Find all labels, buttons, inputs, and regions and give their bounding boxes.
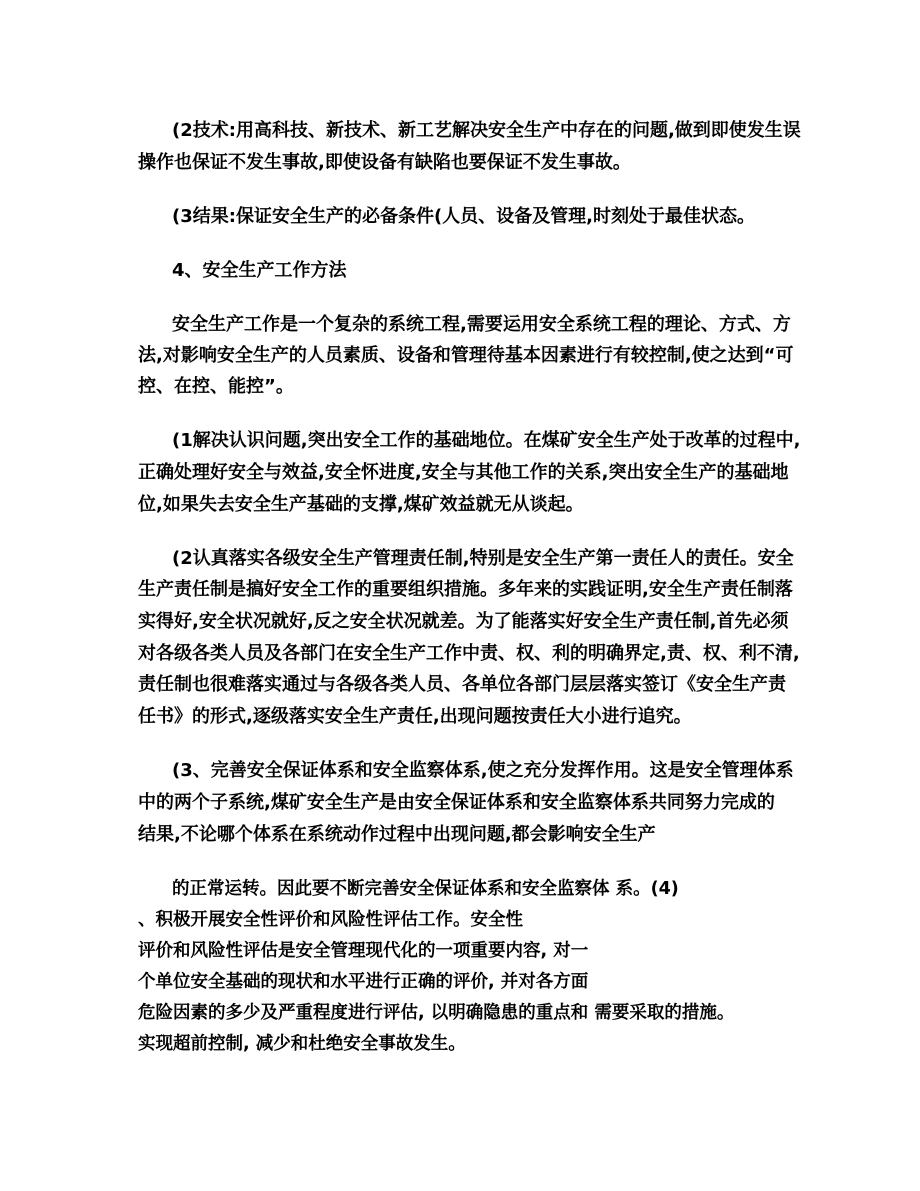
text-line: 评价和风险性评估是安全管理现代化的一项重要内容, 对一: [138, 941, 589, 961]
text-line: 任书》的形式,逐级落实安全生产责任,出现问题按责任大小进行追究。: [138, 706, 692, 727]
text-line: (3、完善安全保证体系和安全监察体系,使之充分发挥作用。这是安全管理体系: [172, 760, 794, 781]
text-line: 控、在控、能控”。: [138, 376, 294, 397]
text-line: 安全生产工作是一个复杂的系统工程,需要运用安全系统工程的理论、方式、方: [172, 314, 791, 335]
text-line: 中的两个子系统,煤矿安全生产是由安全保证体系和安全监察体系共同努力完成的: [138, 792, 775, 813]
text-line: 正确处理好安全与效益,安全怀进度,安全与其他工作的关系,突出安全生产的基础地: [138, 462, 789, 483]
text-line: 法,对影响安全生产的人员素质、设备和管理待基本因素进行有较控制,使之达到“可: [138, 345, 794, 366]
text-line: 操作也保证不发生事故,即使设备有缺陷也要保证不发生事故。: [138, 152, 631, 173]
text-line: 个单位安全基础的现状和水平进行正确的评价, 并对各方面: [138, 972, 589, 992]
text-line: 的正常运转。因此要不断完善安全保证体系和安全监察体 系。(4): [172, 879, 679, 899]
text-line: (3结果:保证安全生产的必备条件(人员、设备及管理,时刻处于最佳状态。: [172, 206, 756, 227]
text-line: 、积极开展安全性评价和风险性评估工作。安全性: [138, 910, 523, 930]
text-line: 实现超前控制, 减少和杜绝安全事故发生。: [138, 1034, 466, 1054]
text-line: 位,如果失去安全生产基础的支撑,煤矿效益就无从谈起。: [138, 494, 584, 515]
text-line: (1解决认识问题,突出安全工作的基础地位。在煤矿安全生产处于改革的过程中,: [172, 430, 801, 451]
text-line: 危险因素的多少及严重程度进行评估, 以明确隐患的重点和 需要采取的措施。: [138, 1003, 735, 1023]
text-line: (2认真落实各级安全生产管理责任制,特别是安全生产第一责任人的责任。安全: [172, 548, 794, 569]
text-line: 对各级各类人员及各部门在安全生产工作中责、权、利的明确界定,责、权、利不清,: [138, 643, 800, 664]
text-line: 结果,不论哪个体系在系统动作过程中出现问题,都会影响安全生产: [138, 824, 656, 845]
text-line: (2技术:用高科技、新技术、新工艺解决安全生产中存在的问题,做到即使发生误: [172, 120, 801, 141]
text-line: 实得好,安全状况就好,反之安全状况就差。为了能落实好安全生产责任制,首先必须: [138, 611, 789, 632]
text-line: 责任制也很难落实通过与各级各类人员、各单位各部门层层落实签订《安全生产责: [138, 674, 786, 695]
section-heading: 4、安全生产工作方法: [172, 260, 347, 281]
text-line: 生产责任制是搞好安全工作的重要组织措施。多年来的实践证明,安全生产责任制落: [138, 579, 793, 600]
